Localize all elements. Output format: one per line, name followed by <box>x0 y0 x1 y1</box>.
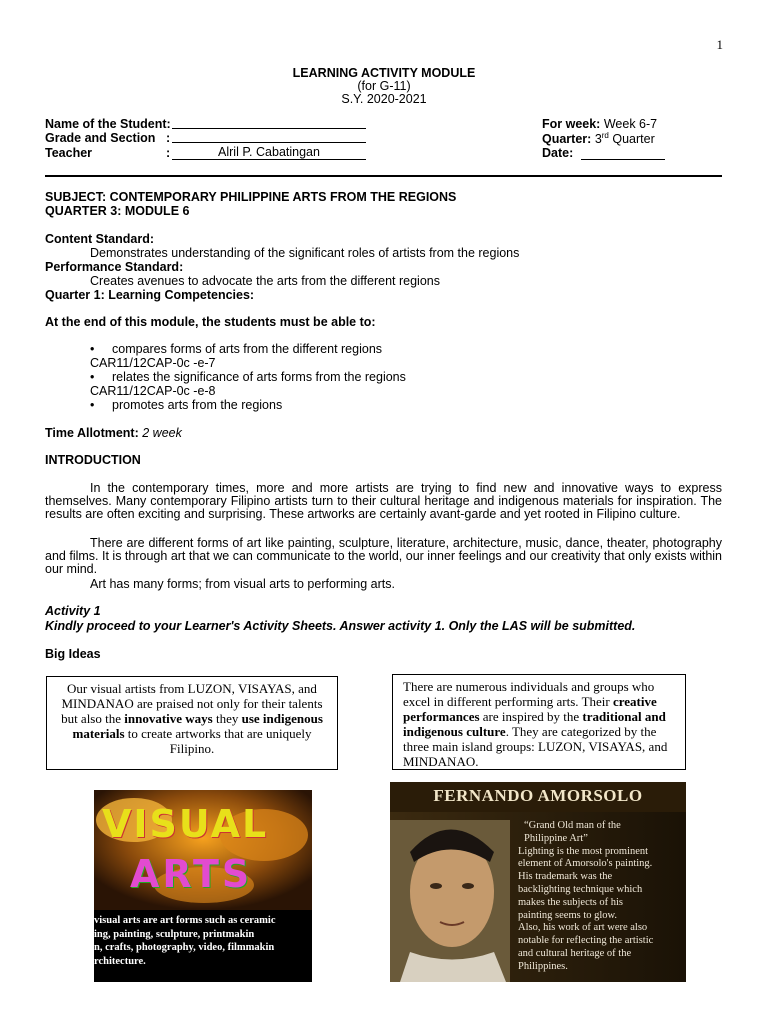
module-title: LEARNING ACTIVITY MODULE <box>292 66 476 80</box>
visual-word: VISUAL <box>102 802 269 846</box>
module-number: QUARTER 3: MODULE 6 <box>45 204 190 218</box>
arts-word: ARTS <box>130 852 253 896</box>
performing-arts-box <box>392 674 686 770</box>
grade-section-colon: : <box>166 131 171 145</box>
time-allotment-label: Time Allotment: <box>45 426 139 440</box>
intro-paragraph-1: In the contemporary times, more and more artists are trying to find new and innovative ways to express themselves. Many contemporary Filipino artists turn to their cultural heritage and indigenous materials for inspiration. The results are often exciting and surprising. These artworks are certainly avant-garde and yet rooted in Filipino culture. <box>45 481 722 521</box>
caption-line: element of Amorsolo's painting. <box>518 858 653 870</box>
caption-line: rchitecture. <box>94 955 146 967</box>
box-emphasis: creative performances <box>403 694 657 724</box>
date-field[interactable] <box>581 147 665 160</box>
intro-paragraph-3: Art has many forms; from visual arts to performing arts. <box>90 577 395 591</box>
caption-line: His trademark was the <box>518 871 613 883</box>
quarter-suffix: rd <box>601 131 609 140</box>
caption-line: visual arts are art forms such as ceramic <box>94 915 276 926</box>
caption-line: n, crafts, photography, video, filmmakin <box>94 942 275 953</box>
amorsolo-title: FERNANDO AMORSOLO <box>433 786 643 805</box>
box-text: . They are categorized by the three main island groups: LUZON, VISAYAS, and MINDANAO. <box>403 724 668 769</box>
box-text: Our visual artists from LUZON, VISAYAS, and MINDANAO are praised not only for their talents but also the <box>61 681 323 726</box>
box-text: are inspired by the <box>479 709 583 724</box>
performance-standard-label: Performance Standard: <box>45 260 184 274</box>
big-ideas-heading: Big Ideas <box>45 647 101 661</box>
intro-paragraph-2: There are different forms of art like painting, sculpture, literature, architecture, music, dance, theater, photography and films. It is through art that we can communicate to the world, our inner feelings and our creativity that only exists within our mind. <box>45 536 722 576</box>
visual-arts-image <box>94 790 312 982</box>
caption-line: and cultural heritage of the <box>518 947 632 959</box>
objective-text: compares forms of arts from the different regions <box>112 342 383 356</box>
caption-line: painting seems to glow. <box>518 909 618 921</box>
caption-line: backlighting technique which <box>518 883 643 895</box>
caption-line: Lighting is the most prominent <box>518 845 649 857</box>
bullet-icon: • <box>90 398 95 412</box>
competencies-label: Quarter 1: Learning Competencies: <box>45 288 255 302</box>
box-emphasis: innovative ways <box>124 711 213 726</box>
amorsolo-caption <box>518 820 684 974</box>
time-allotment <box>45 426 725 440</box>
amorsolo-image <box>390 782 686 982</box>
box-text: to create artworks that are uniquely Filipino. <box>124 726 312 756</box>
box-emphasis: use indigenous materials <box>72 711 323 741</box>
quarter-row <box>542 131 655 146</box>
student-name-field[interactable] <box>172 116 366 129</box>
quarter-number: 3 <box>594 132 602 147</box>
student-name-label: Name of the Student: <box>45 117 171 131</box>
objective-code: CAR11/12CAP-0c -e-8 <box>90 384 216 398</box>
grade-section-field[interactable] <box>172 130 366 143</box>
activity-title: Activity 1 <box>45 604 101 618</box>
page-number: 1 <box>716 37 723 52</box>
header-divider <box>45 175 722 177</box>
grade-section-label: Grade and Section <box>45 131 156 145</box>
objective-item <box>90 342 382 356</box>
teacher-name: Alril P. Cabatingan <box>172 145 366 160</box>
caption-line: “Grand Old man of the <box>524 820 621 831</box>
school-year: S.Y. 2020-2021 <box>341 92 427 106</box>
performance-standard-text: Creates avenues to advocate the arts from the different regions <box>90 274 440 288</box>
box-text: There are numerous individuals and groups who excel in different performing arts. Their <box>403 679 655 709</box>
caption-line: makes the subjects of his <box>518 896 623 908</box>
objective-item <box>90 370 406 384</box>
objectives-intro: At the end of this module, the students must be able to: <box>45 315 376 329</box>
caption-line: notable for reflecting the artistic <box>518 935 654 947</box>
week-value: Week 6-7 <box>603 117 658 131</box>
caption-line: Also, his work of art were also <box>518 922 648 934</box>
time-allotment-value: 2 week <box>142 426 182 440</box>
content-standard-text: Demonstrates understanding of the significant roles of artists from the regions <box>90 246 520 260</box>
quarter-label: Quarter: <box>542 132 592 147</box>
objective-item <box>90 398 282 412</box>
content-standard-label: Content Standard: <box>45 232 155 246</box>
date-label: Date: <box>542 146 574 160</box>
caption-line: Philippines. <box>518 960 568 972</box>
grade-level: (for G-11) <box>357 79 411 93</box>
activity-instruction: Kindly proceed to your Learner's Activity Sheets. Answer activity 1. Only the LAS will be submitted. <box>45 619 636 633</box>
visual-arts-caption <box>94 914 312 968</box>
objective-code: CAR11/12CAP-0c -e-7 <box>90 356 216 370</box>
quarter-word: Quarter <box>612 132 655 147</box>
subject-title: SUBJECT: CONTEMPORARY PHILIPPINE ARTS FROM THE REGIONS <box>45 190 457 204</box>
introduction-heading: INTRODUCTION <box>45 453 141 467</box>
date-row <box>542 146 665 160</box>
caption-line: Philippine Art” <box>524 832 588 844</box>
week-row <box>542 117 657 131</box>
teacher-colon: : <box>166 146 171 160</box>
week-label: For week: <box>542 117 601 131</box>
teacher-label: Teacher <box>45 146 93 160</box>
box-text: they <box>212 711 242 726</box>
objective-text: relates the significance of arts forms from the regions <box>112 370 406 384</box>
bullet-icon: • <box>90 342 95 356</box>
bullet-icon: • <box>90 370 95 384</box>
visual-artists-box <box>46 676 338 770</box>
caption-line: ing, painting, sculpture, printmakin <box>94 928 255 940</box>
objective-text: promotes arts from the regions <box>112 398 283 412</box>
box-emphasis: traditional and indigenous culture <box>403 709 666 739</box>
